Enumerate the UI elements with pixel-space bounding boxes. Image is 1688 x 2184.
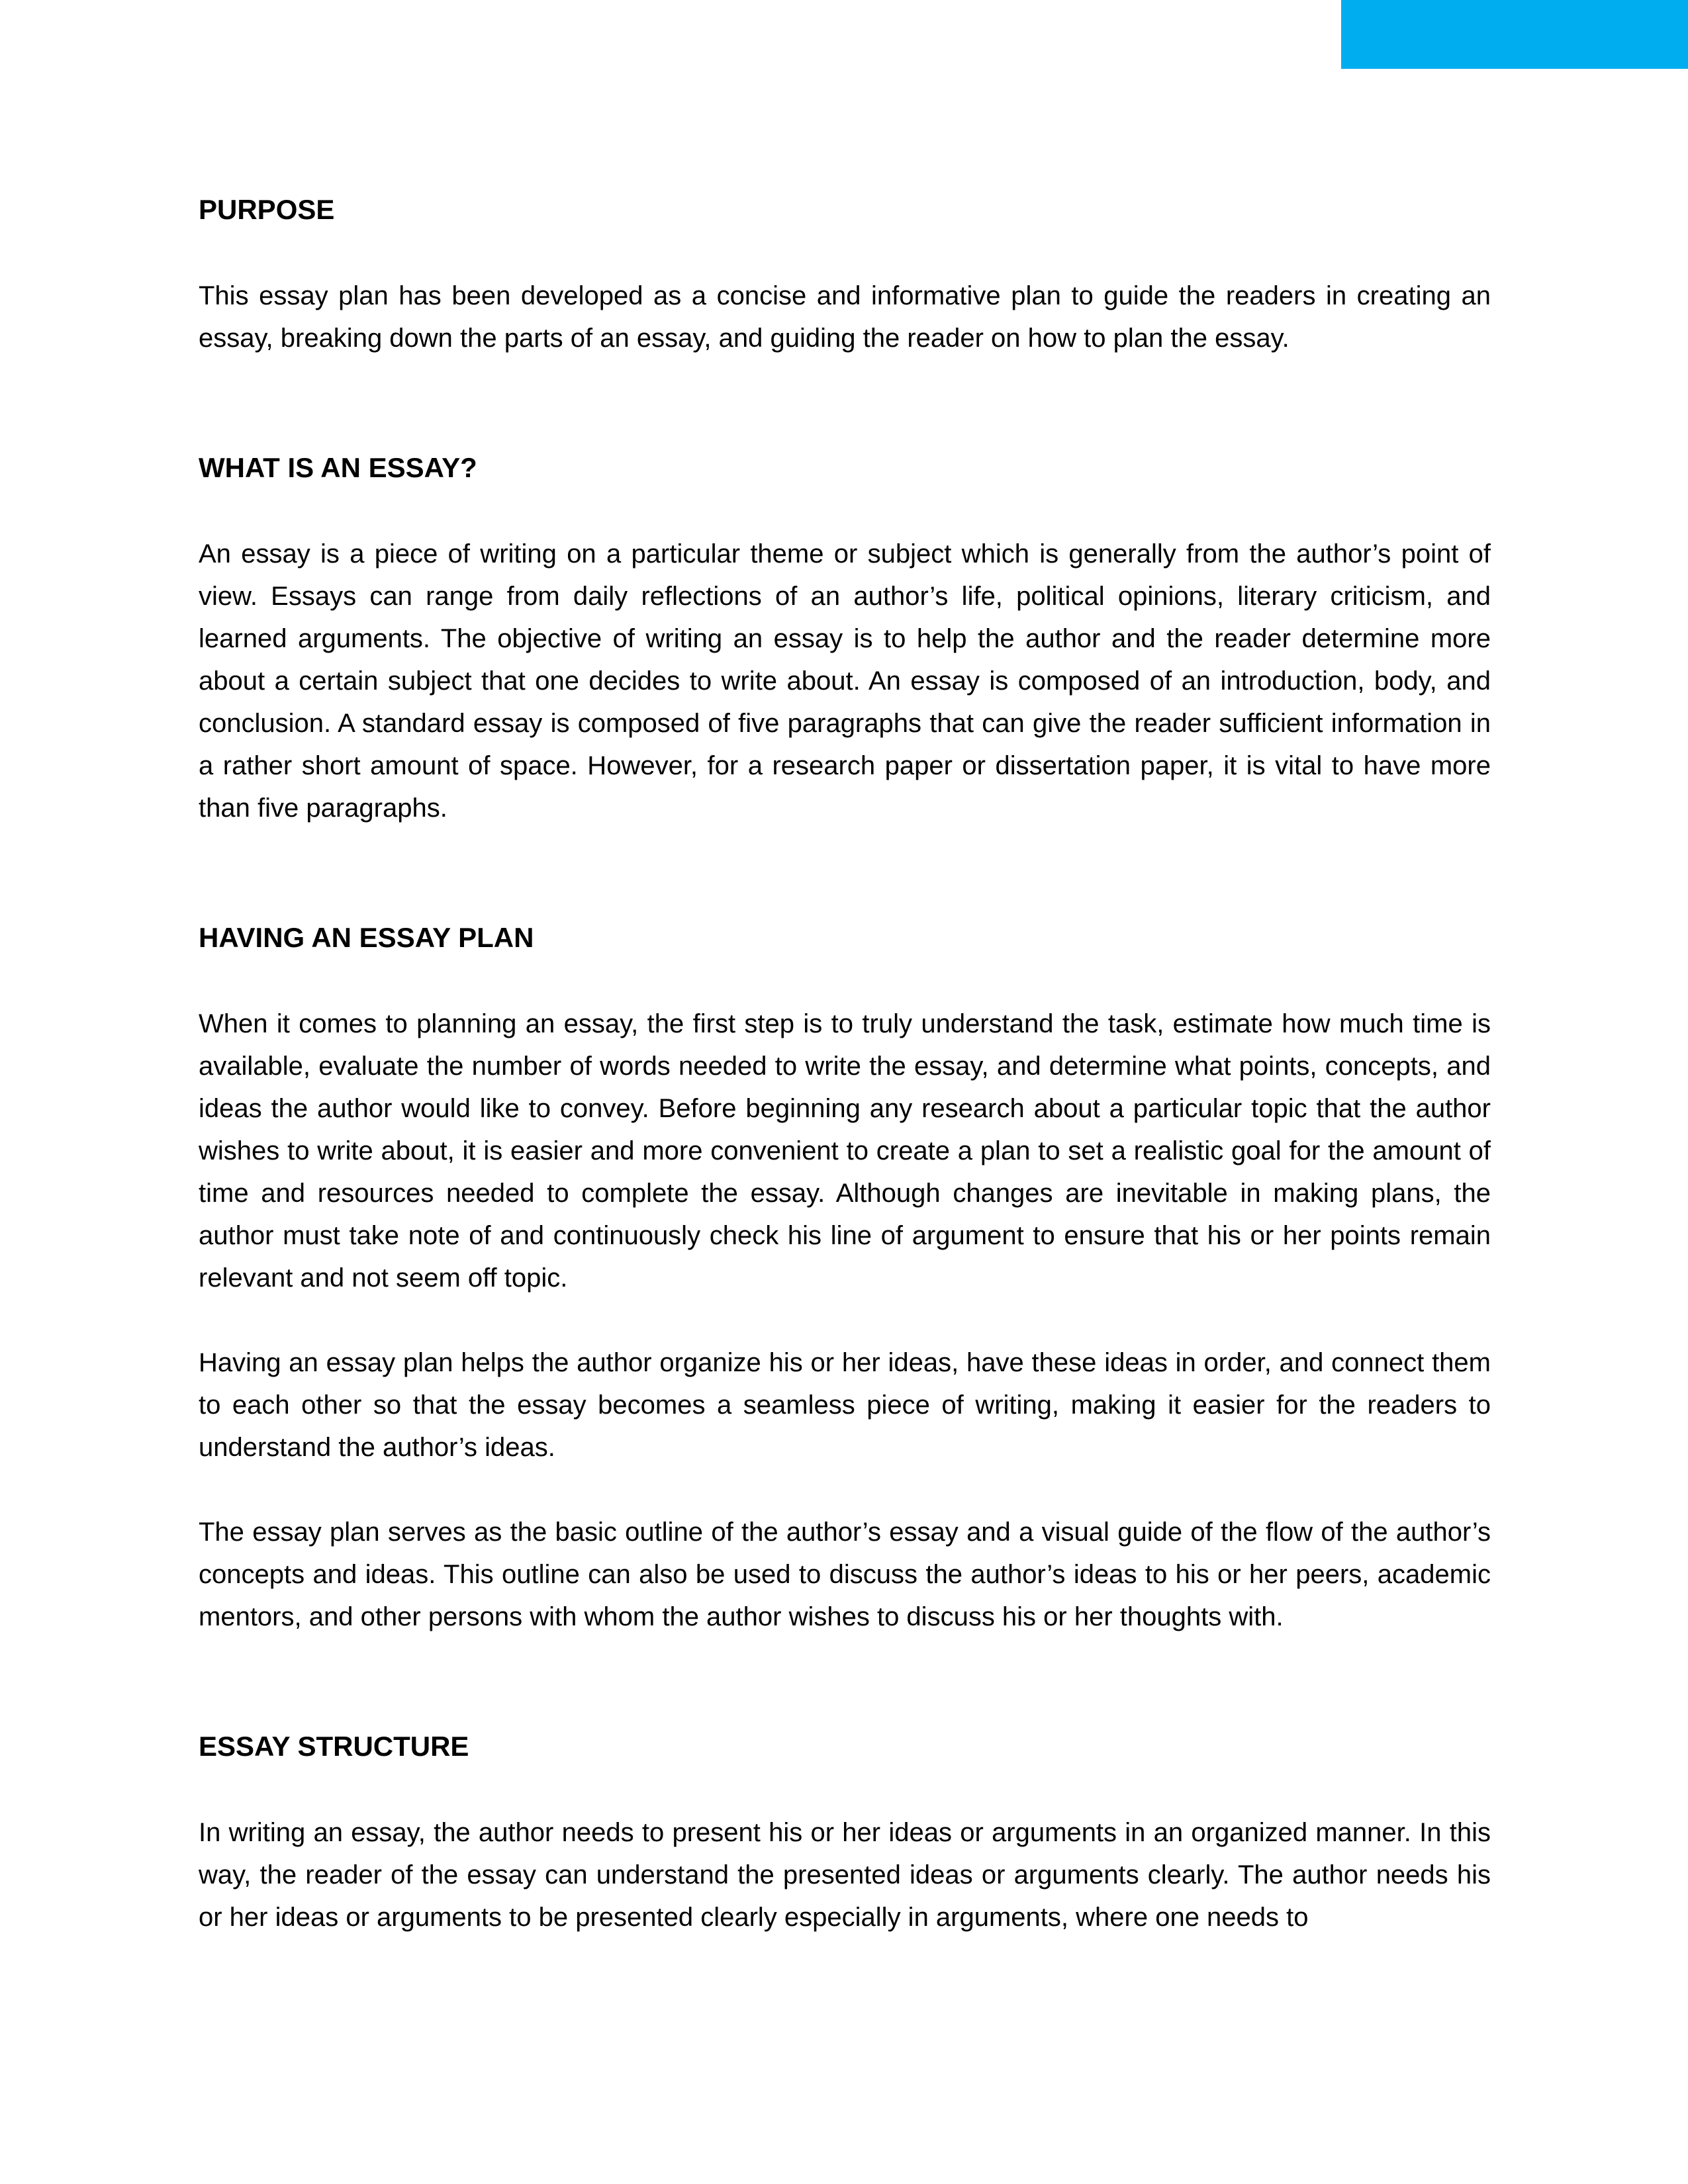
corner-accent-bar [1341,0,1688,69]
section-what-is-an-essay [199,447,1491,829]
paragraph: In writing an essay, the author needs to present his or her ideas or arguments in an organized manner. In this way, the reader of the essay can understand the presented ideas or arguments clearly. The author needs his or her ideas or arguments to be presented clearly especially in arguments, where one needs to [199,1818,1491,1932]
paragraph: Having an essay plan helps the author organize his or her ideas, have these ideas in order, and connect them to each other so that the essay becomes a seamless piece of writing, making it easier for the readers to understand the author’s ideas. [199,1348,1491,1462]
section-heading: HAVING AN ESSAY PLAN [199,922,534,953]
paragraph: The essay plan serves as the basic outline of the author’s essay and a visual guide of the flow of the author’s concepts and ideas. This outline can also be used to discuss the author’s ideas to his or her peers, academic mentors, and other persons with whom the author wishes to discuss his or her thoughts with. [199,1518,1491,1631]
section-purpose [199,189,1491,359]
document-body [199,189,1491,2026]
section-heading: ESSAY STRUCTURE [199,1731,469,1762]
paragraph: This essay plan has been developed as a concise and informative plan to guide the readers in creating an essay, breaking down the parts of an essay, and guiding the reader on how to plan the essay. [199,281,1491,353]
section-heading: PURPOSE [199,194,335,225]
section-essay-structure [199,1725,1491,1938]
section-heading: WHAT IS AN ESSAY? [199,452,477,483]
paragraph: When it comes to planning an essay, the first step is to truly understand the task, estimate how much time is available, evaluate the number of words needed to write the essay, and determine what points, concepts, and ideas the author would like to convey. Before beginning any research about a particular topic that the author wishes to write about, it is easier and more convenient to create a plan to set a realistic goal for the amount of time and resources needed to complete the essay. Although changes are inevitable in making plans, the author must take note of and continuously check his line of argument to ensure that his or her points remain relevant and not seem off topic. [199,1009,1491,1293]
section-having-an-essay-plan [199,917,1491,1638]
paragraph: An essay is a piece of writing on a particular theme or subject which is generally from the author’s point of view. Essays can range from daily reflections of an author’s life, political opinions, literary criticism, and learned arguments. The objective of writing an essay is to help the author and the reader determine more about a certain subject that one decides to write about. An essay is composed of an introduction, body, and conclusion. A standard essay is composed of five paragraphs that can give the reader sufficient information in a rather short amount of space. However, for a research paper or dissertation paper, it is vital to have more than five paragraphs. [199,539,1491,823]
